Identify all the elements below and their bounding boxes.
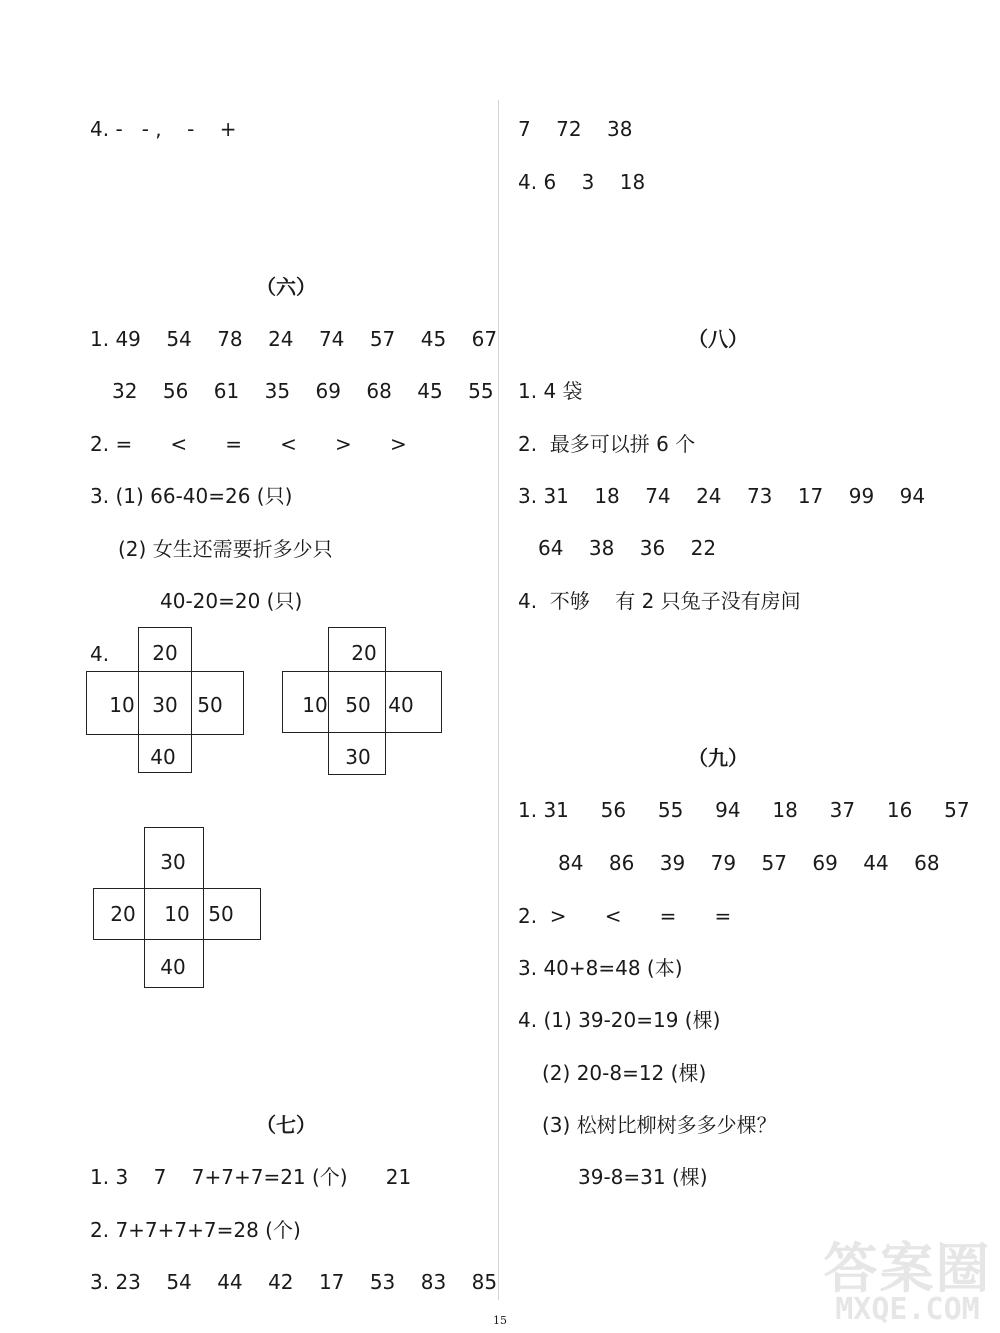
- number-cross-2: [282, 627, 442, 774]
- left-q4-operators: 4. - - , - +: [90, 117, 237, 141]
- sec9-q2: 2. > < = =: [518, 904, 732, 928]
- cross-right-value: 50: [197, 693, 223, 717]
- page-number: 15: [493, 1314, 507, 1327]
- sec7-q2: 2. 7+7+7+7=28 (个): [90, 1218, 301, 1242]
- cross-top-value: 20: [152, 641, 178, 665]
- number-cross-1: [86, 627, 244, 772]
- number-cross-3: [93, 827, 261, 987]
- watermark-top-text: 答案圈: [823, 1237, 992, 1300]
- sec6-q3-1: 3. (1) 66-40=26 (只): [90, 484, 293, 508]
- section-9-title: （九）: [688, 746, 748, 770]
- cross-bottom-value: 40: [160, 955, 186, 979]
- cross-top-value: 30: [160, 850, 186, 874]
- sec7-q3: 3. 23 54 44 42 17 53 83 85: [90, 1270, 498, 1294]
- sec6-q1-row1: 1. 49 54 78 24 74 57 45 67: [90, 327, 498, 351]
- section-8-title: （八）: [688, 327, 748, 351]
- cross-left-value: 10: [302, 693, 328, 717]
- sec9-q1-row2: 84 86 39 79 57 69 44 68: [558, 851, 940, 875]
- cross-right-value: 40: [388, 693, 414, 717]
- watermark-bottom-text: MXQE.COM: [835, 1292, 980, 1327]
- sec9-q4-3-equation: 39-8=31 (棵): [578, 1165, 708, 1189]
- sec6-q4-label: 4.: [90, 642, 110, 666]
- sec6-q3-2: (2) 女生还需要折多少只: [118, 537, 333, 561]
- sec6-q2: 2. = < = < > >: [90, 432, 407, 456]
- sec9-q3: 3. 40+8=48 (本): [518, 956, 683, 980]
- sec8-q2: 2. 最多可以拼 6 个: [518, 432, 696, 456]
- sec9-q4-1: 4. (1) 39-20=19 (棵): [518, 1008, 721, 1032]
- sec9-q4-2: (2) 20-8=12 (棵): [542, 1061, 707, 1085]
- sec8-q1: 1. 4 袋: [518, 379, 583, 403]
- section-6-title: （六）: [256, 275, 316, 299]
- cross-left-value: 20: [110, 902, 136, 926]
- sec6-q3-2-equation: 40-20=20 (只): [160, 589, 303, 613]
- cross-top-value: 20: [351, 641, 377, 665]
- column-divider: [498, 100, 499, 1300]
- sec9-q4-3: (3) 松树比柳树多多少棵？: [542, 1113, 777, 1137]
- cross-center-value: 30: [152, 693, 178, 717]
- sec8-q3-row1: 3. 31 18 74 24 73 17 99 94: [518, 484, 926, 508]
- cross-bottom-value: 30: [345, 745, 371, 769]
- cross-right-value: 50: [208, 902, 234, 926]
- cross-bottom-value: 40: [150, 745, 176, 769]
- sec8-q3-row2: 64 38 36 22: [538, 536, 717, 560]
- sec6-q1-row2: 32 56 61 35 69 68 45 55: [112, 379, 494, 403]
- cross-center-value: 50: [345, 693, 371, 717]
- cross-center-value: 10: [164, 902, 190, 926]
- cross-left-value: 10: [109, 693, 135, 717]
- section-7-title: （七）: [256, 1113, 316, 1137]
- sec9-q1-row1: 1. 31 56 55 94 18 37 16 57: [518, 798, 970, 822]
- sec7-q1: 1. 3 7 7+7+7=21 (个) 21: [90, 1165, 412, 1189]
- right-top-line: 7 72 38: [518, 117, 633, 141]
- watermark-logo: [820, 1226, 995, 1331]
- sec8-q4: 4. 不够 有 2 只兔子没有房间: [518, 589, 801, 613]
- right-q4: 4. 6 3 18: [518, 170, 646, 194]
